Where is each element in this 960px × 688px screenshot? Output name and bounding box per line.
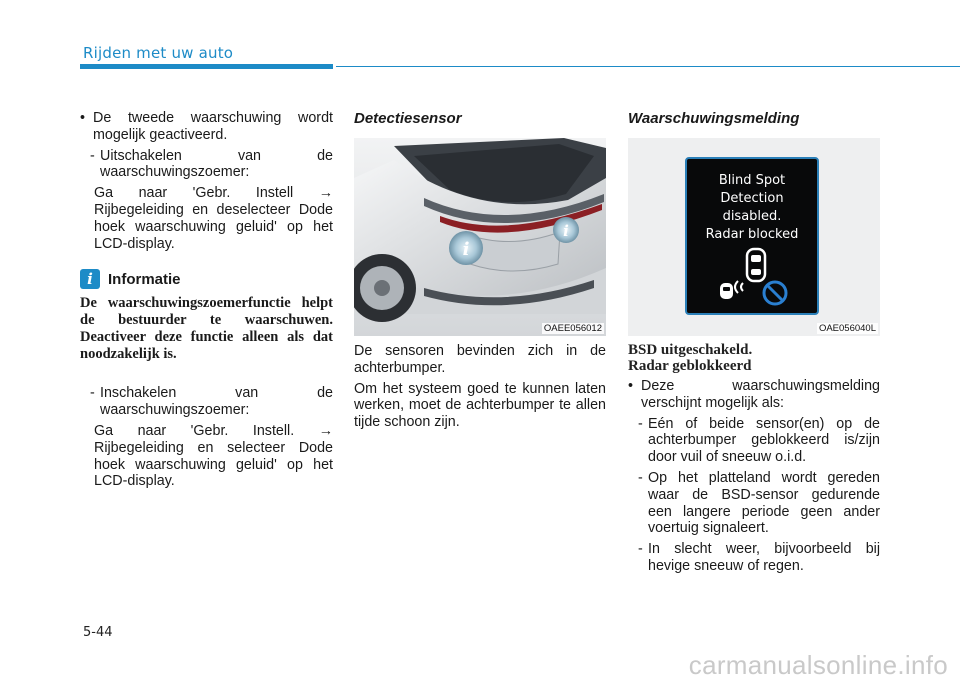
sensor-left-mark: i <box>462 239 470 260</box>
display-line-2: Detection <box>720 191 784 206</box>
info-box-heading <box>80 269 333 289</box>
dash-item-sensor-blocked <box>628 416 880 466</box>
column-middle <box>354 110 606 127</box>
dash-text: In slecht weer, bijvoorbeeld bij hevige sneeuw of regen. <box>648 541 880 574</box>
dash-item-enable-buzzer <box>80 385 333 419</box>
info-title: Informatie <box>108 270 181 288</box>
page-number: 5-44 <box>83 625 113 640</box>
display-line-3: disabled. <box>722 209 782 224</box>
dash-text: Op het platteland wordt gereden waar de BSD-sensor gedurende een langere periode geen ander voertuig signaleert. <box>648 469 880 537</box>
dash-mark: - <box>90 385 95 402</box>
column-right-text <box>628 342 880 575</box>
dash-item-bad-weather <box>628 541 880 575</box>
section-title-detection-sensor: Detectiesensor <box>354 110 462 127</box>
display-line-4: Radar blocked <box>705 227 799 242</box>
bullet-warning-appears: • Deze waarschuwingsmelding verschijnt mogelijk als: <box>628 378 880 412</box>
dash-item-disable-buzzer <box>80 148 333 182</box>
bullet-second-warning: • De tweede waarschuwing wordt mogelijk geactiveerd. <box>80 110 333 144</box>
dash-text: Uitschakelen van de waarschuwingszoemer: <box>100 147 333 181</box>
column-right <box>628 110 880 127</box>
blind-spot-blocked-icon <box>687 245 817 311</box>
sensor-right-mark: i <box>563 222 569 240</box>
subheading-line-2: Radar geblokkeerd <box>628 358 752 374</box>
figure-cluster-display <box>628 138 880 336</box>
column-left <box>80 110 333 490</box>
header-rule-thick <box>80 64 333 69</box>
figure-code: OAEE056012 <box>543 323 602 334</box>
display-line-1: Blind Spot <box>718 173 786 188</box>
paragraph-keep-clean: Om het systeem goed te kunnen laten werken, moet de achterbumper te allen tijde schoon zijn. <box>354 380 606 431</box>
paragraph-sensor-location: De sensoren bevinden zich in de achterbumper. <box>354 343 606 376</box>
cluster-display-panel <box>685 157 819 315</box>
figure-code: OAE056040L <box>818 323 876 334</box>
dash-mark: - <box>638 541 643 558</box>
header-rule-thin <box>336 66 960 67</box>
subheading-line-1: BSD uitgeschakeld. <box>628 342 753 358</box>
dash-text: Inschakelen van de waarschuwingszoemer: <box>100 385 333 419</box>
watermark: carmanualsonline.info <box>688 650 948 680</box>
section-title-warning-message: Waarschuwingsmelding <box>628 110 800 127</box>
figure-rear-car <box>354 138 606 336</box>
paragraph-enable-steps: Ga naar 'Gebr. Instell. → Rijbegeleiding en selecteer Dode hoek waarschuwing geluid' op het LCD-display. <box>94 422 333 490</box>
paragraph-disable-steps: Ga naar 'Gebr. Instell → Rijbegeleiding en deselecteer Dode hoek waarschuwing geluid' op het LCD-display. <box>94 185 333 252</box>
info-icon: i <box>80 269 100 289</box>
dash-mark: - <box>638 415 643 432</box>
info-text: De waarschuwingszoemerfunctie helpt de bestuurder te waarschuwen. Deactiveer deze functie alleen als dat noodzakelijk is. <box>80 295 333 363</box>
section-header: Rijden met uw auto <box>83 44 234 62</box>
column-middle-text <box>354 343 606 431</box>
dash-text: Eén of beide sensor(en) op de achterbumper geblokkeerd is/zijn door vuil of sneeuw o.i.d. <box>648 415 880 466</box>
dash-mark: - <box>638 469 643 486</box>
dash-item-countryside <box>628 470 880 537</box>
dash-mark: - <box>90 147 95 164</box>
rear-car-illustration <box>354 138 606 336</box>
